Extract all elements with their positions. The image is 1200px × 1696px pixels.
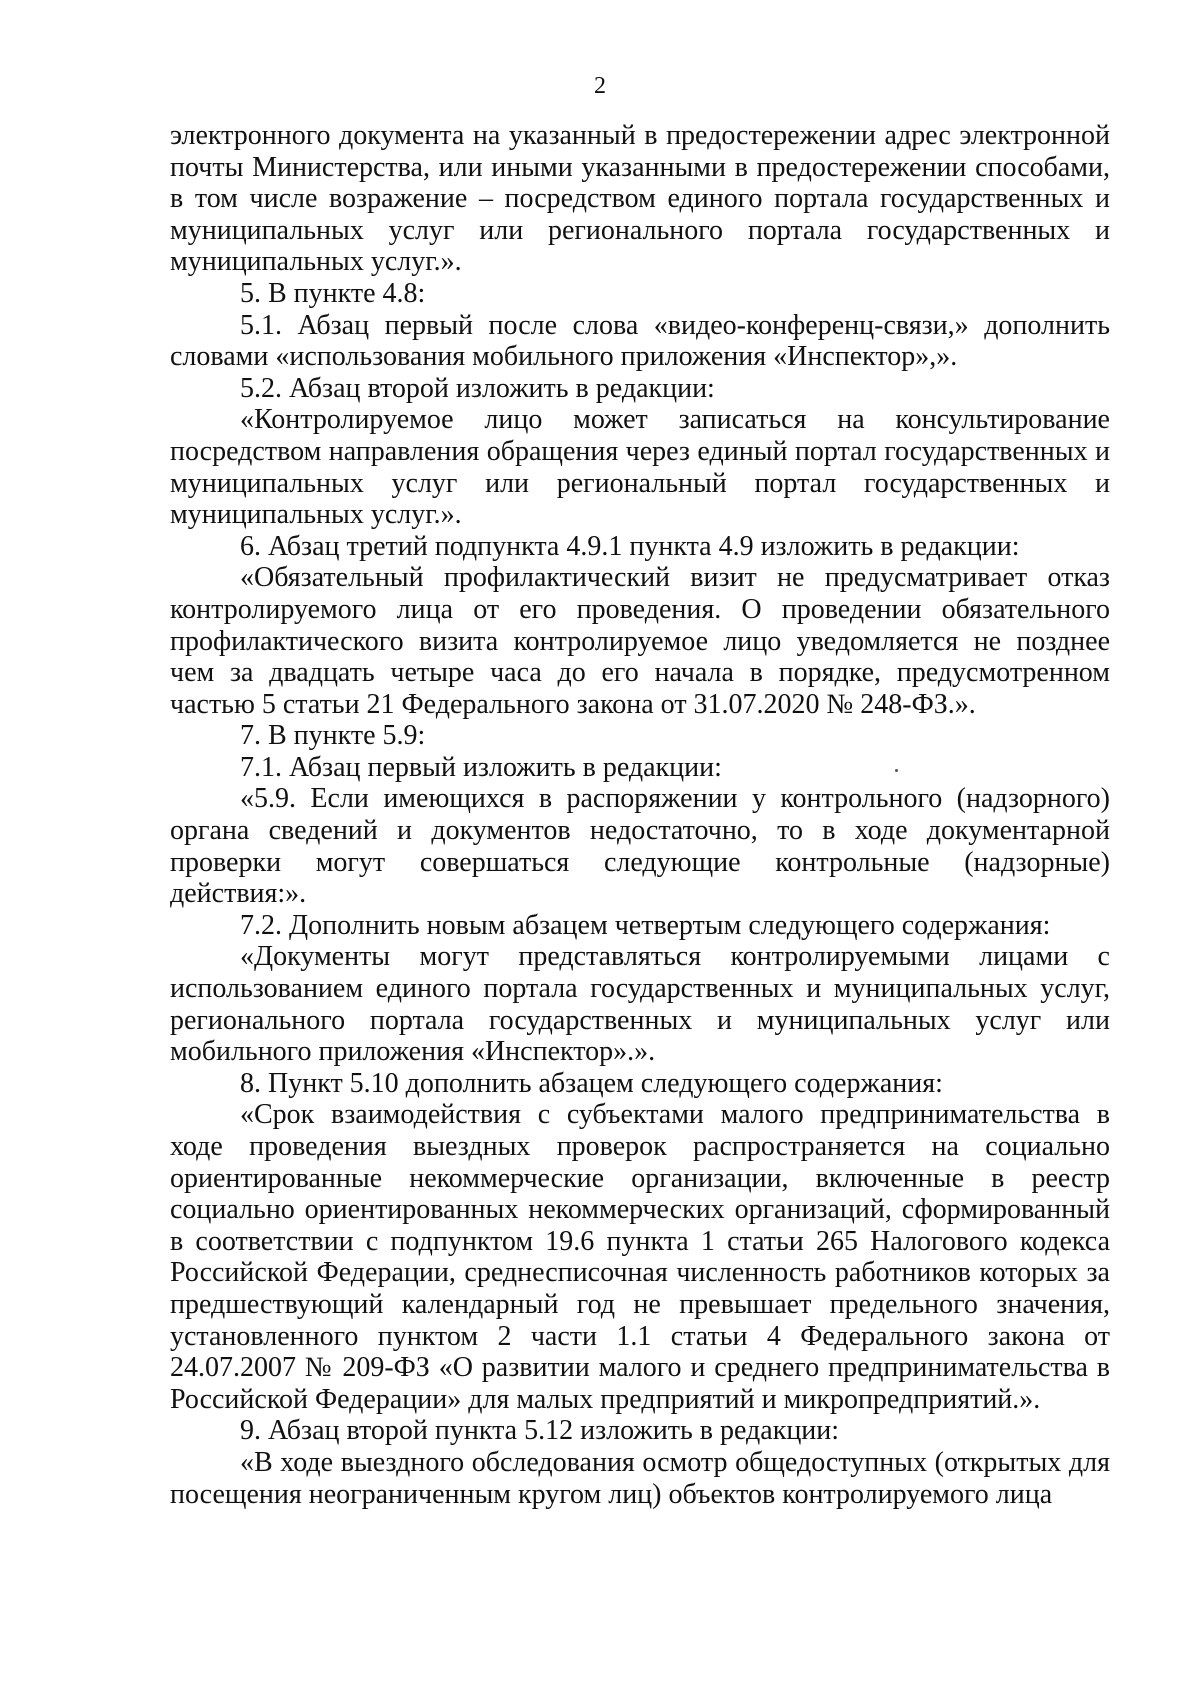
paragraph-item-5-1: 5.1. Абзац первый после слова «видео-конференц-связи,» дополнить словами «использования мобильного приложения «Инспектор»,». (170, 309, 1110, 373)
page-number: 2 (594, 73, 606, 99)
paragraph-item-9: 9. Абзац второй пункта 5.12 изложить в редакции: (240, 1415, 840, 1447)
paragraph-quote-9: «В ходе выездного обследования осмотр общедоступных (открытых для посещения неограниченным кругом лиц) объектов контролируемого лица (170, 1446, 1110, 1510)
document-body (170, 120, 1110, 1510)
paragraph-item-7-1: 7.1. Абзац первый изложить в редакции: (240, 751, 722, 783)
paragraph-quote-7-2: «Документы могут представляться контролируемыми лицами с использованием единого портала государственных и муниципальных услуг, регионального портала государственных и муниципальных услуг или мобильного приложения «Инспектор».». (170, 941, 1110, 1068)
paragraph-item-6: 6. Абзац третий подпункта 4.9.1 пункта 4.9 изложить в редакции: (240, 530, 1020, 562)
paragraph-continuation: электронного документа на указанный в предостережении адрес электронной почты Министерства, или иными указанными в предостережении способами, в том числе возражение – посредством единого портала государственных и муниципальных услуг или регионального портала государственных и муниципальных услуг.». (170, 120, 1110, 278)
paragraph-item-7: 7. В пункте 5.9: (240, 720, 426, 752)
paragraph-quote-6: «Обязательный профилактический визит не предусматривает отказ контролируемого лица от его проведения. О проведении обязательного профилактического визита контролируемое лицо уведомляется не позднее чем за двадцать четыре часа до его начала в порядке, предусмотренном частью 5 статьи 21 Федерального закона от 31.07.2020 № 248-ФЗ.». (170, 562, 1110, 720)
paragraph-item-7-2: 7.2. Дополнить новым абзацем четвертым следующего содержания: (240, 909, 1051, 941)
scan-speck (895, 769, 898, 772)
paragraph-quote-5-2: «Контролируемое лицо может записаться на консультирование посредством направления обращения через единый портал государственных и муниципальных услуг или региональный портал государственных и муниципальных услуг.». (170, 404, 1110, 531)
paragraph-quote-8: «Срок взаимодействия с субъектами малого предпринимательства в ходе проведения выездных проверок распространяется на социально ориентированные некоммерческие организации, включенные в реестр социально ориентированных некоммерческих организаций, сформированный в соответствии с подпунктом 19.6 пункта 1 статьи 265 Налогового кодекса Российской Федерации, среднесписочная численность работников которых за предшествующий календарный год не превышает предельного значения, установленного пунктом 2 части 1.1 статьи 4 Федерального закона от 24.07.2007 № 209-ФЗ «О развитии малого и среднего предпринимательства в Российской Федерации» для малых предприятий и микропредприятий.». (170, 1099, 1110, 1415)
paragraph-quote-7-1: «5.9. Если имеющихся в распоряжении у контрольного (надзорного) органа сведений и документов недостаточно, то в ходе документарной проверки могут совершаться следующие контрольные (надзорные) действия:». (170, 783, 1110, 910)
paragraph-item-5-2: 5.2. Абзац второй изложить в редакции: (240, 372, 715, 404)
paragraph-item-8: 8. Пункт 5.10 дополнить абзацем следующего содержания: (240, 1067, 943, 1099)
paragraph-item-5: 5. В пункте 4.8: (240, 277, 426, 309)
